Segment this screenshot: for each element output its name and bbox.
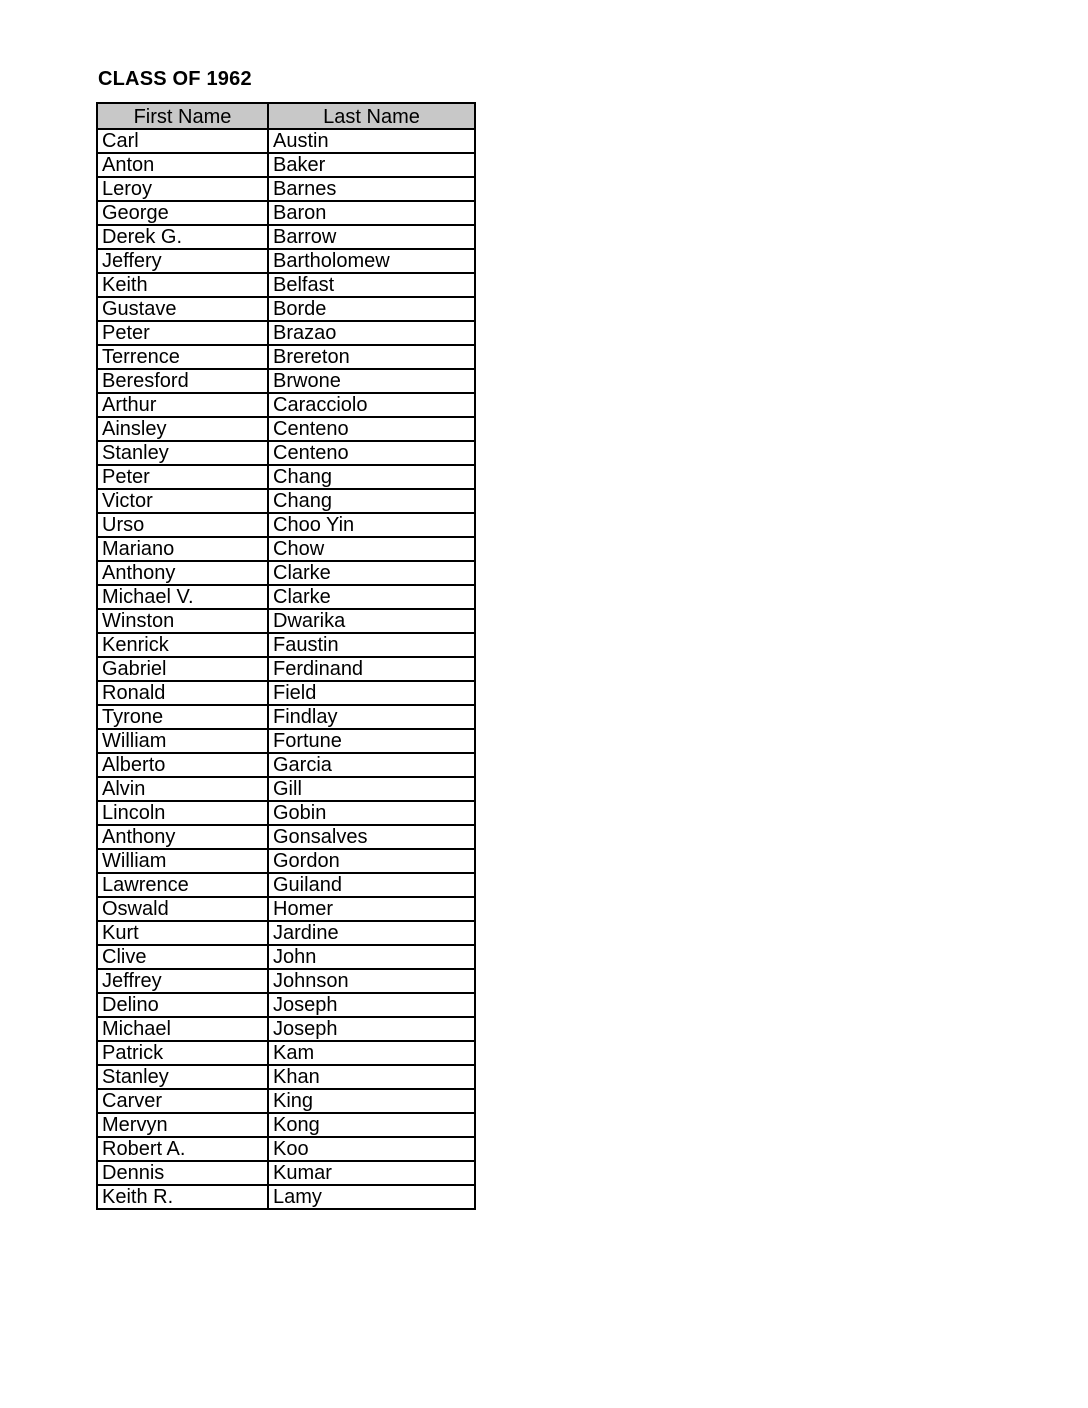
first-name-cell: Carver — [97, 1089, 268, 1113]
table-row — [97, 945, 475, 969]
column-header-first-name: First Name — [97, 103, 268, 129]
table-row — [97, 585, 475, 609]
last-name-cell: Caracciolo — [268, 393, 475, 417]
last-name-cell: Gonsalves — [268, 825, 475, 849]
last-name-cell: Gordon — [268, 849, 475, 873]
first-name-cell: Winston — [97, 609, 268, 633]
last-name-cell: King — [268, 1089, 475, 1113]
table-row — [97, 249, 475, 273]
last-name-cell: Chow — [268, 537, 475, 561]
first-name-cell: Ronald — [97, 681, 268, 705]
last-name-cell: Joseph — [268, 993, 475, 1017]
last-name-cell: Fortune — [268, 729, 475, 753]
first-name-cell: Carl — [97, 129, 268, 153]
last-name-cell: Johnson — [268, 969, 475, 993]
first-name-cell: Kurt — [97, 921, 268, 945]
table-row — [97, 273, 475, 297]
table-row — [97, 417, 475, 441]
table-row — [97, 345, 475, 369]
table-row — [97, 849, 475, 873]
table-row — [97, 225, 475, 249]
last-name-cell: Chang — [268, 489, 475, 513]
table-row — [97, 825, 475, 849]
first-name-cell: Tyrone — [97, 705, 268, 729]
last-name-cell: Field — [268, 681, 475, 705]
last-name-cell: Gobin — [268, 801, 475, 825]
first-name-cell: Arthur — [97, 393, 268, 417]
last-name-cell: Dwarika — [268, 609, 475, 633]
table-row — [97, 969, 475, 993]
table-row — [97, 873, 475, 897]
first-name-cell: Oswald — [97, 897, 268, 921]
table-header-row — [97, 103, 475, 129]
table-row — [97, 993, 475, 1017]
last-name-cell: Garcia — [268, 753, 475, 777]
first-name-cell: Ainsley — [97, 417, 268, 441]
last-name-cell: Ferdinand — [268, 657, 475, 681]
last-name-cell: Barnes — [268, 177, 475, 201]
first-name-cell: Lawrence — [97, 873, 268, 897]
first-name-cell: Gabriel — [97, 657, 268, 681]
last-name-cell: Clarke — [268, 561, 475, 585]
last-name-cell: Gill — [268, 777, 475, 801]
table-row — [97, 201, 475, 225]
table-row — [97, 921, 475, 945]
table-row — [97, 513, 475, 537]
first-name-cell: Anthony — [97, 825, 268, 849]
last-name-cell: Koo — [268, 1137, 475, 1161]
last-name-cell: Kumar — [268, 1161, 475, 1185]
table-row — [97, 393, 475, 417]
last-name-cell: Khan — [268, 1065, 475, 1089]
table-row — [97, 633, 475, 657]
first-name-cell: Gustave — [97, 297, 268, 321]
first-name-cell: Urso — [97, 513, 268, 537]
first-name-cell: Anthony — [97, 561, 268, 585]
first-name-cell: Beresford — [97, 369, 268, 393]
first-name-cell: Peter — [97, 321, 268, 345]
table-row — [97, 1089, 475, 1113]
last-name-cell: Kam — [268, 1041, 475, 1065]
table-row — [97, 441, 475, 465]
last-name-cell: Bartholomew — [268, 249, 475, 273]
table-row — [97, 777, 475, 801]
first-name-cell: Clive — [97, 945, 268, 969]
last-name-cell: Homer — [268, 897, 475, 921]
first-name-cell: Alvin — [97, 777, 268, 801]
table-row — [97, 897, 475, 921]
last-name-cell: Barrow — [268, 225, 475, 249]
column-header-last-name: Last Name — [268, 103, 475, 129]
last-name-cell: Centeno — [268, 417, 475, 441]
last-name-cell: Joseph — [268, 1017, 475, 1041]
last-name-cell: Jardine — [268, 921, 475, 945]
first-name-cell: Keith R. — [97, 1185, 268, 1209]
table-row — [97, 465, 475, 489]
table-row — [97, 729, 475, 753]
table-row — [97, 1137, 475, 1161]
table-row — [97, 561, 475, 585]
table-row — [97, 1065, 475, 1089]
first-name-cell: George — [97, 201, 268, 225]
page-title: CLASS OF 1962 — [98, 68, 252, 90]
last-name-cell: Brazao — [268, 321, 475, 345]
first-name-cell: Mervyn — [97, 1113, 268, 1137]
first-name-cell: Keith — [97, 273, 268, 297]
first-name-cell: Stanley — [97, 1065, 268, 1089]
table-row — [97, 681, 475, 705]
first-name-cell: Derek G. — [97, 225, 268, 249]
table-row — [97, 321, 475, 345]
table-row — [97, 609, 475, 633]
table-row — [97, 1017, 475, 1041]
first-name-cell: Mariano — [97, 537, 268, 561]
first-name-cell: Michael V. — [97, 585, 268, 609]
last-name-cell: Baker — [268, 153, 475, 177]
first-name-cell: Dennis — [97, 1161, 268, 1185]
last-name-cell: Faustin — [268, 633, 475, 657]
table-row — [97, 657, 475, 681]
first-name-cell: Lincoln — [97, 801, 268, 825]
table-row — [97, 753, 475, 777]
last-name-cell: Kong — [268, 1113, 475, 1137]
first-name-cell: Delino — [97, 993, 268, 1017]
first-name-cell: Victor — [97, 489, 268, 513]
first-name-cell: Terrence — [97, 345, 268, 369]
table-row — [97, 1041, 475, 1065]
class-roster-table — [96, 102, 476, 1210]
first-name-cell: Kenrick — [97, 633, 268, 657]
first-name-cell: Leroy — [97, 177, 268, 201]
table-row — [97, 153, 475, 177]
table-row — [97, 1113, 475, 1137]
last-name-cell: Findlay — [268, 705, 475, 729]
table-row — [97, 1161, 475, 1185]
table-row — [97, 489, 475, 513]
table-body — [97, 129, 475, 1209]
table-row — [97, 705, 475, 729]
last-name-cell: John — [268, 945, 475, 969]
first-name-cell: Anton — [97, 153, 268, 177]
last-name-cell: Chang — [268, 465, 475, 489]
last-name-cell: Austin — [268, 129, 475, 153]
first-name-cell: William — [97, 849, 268, 873]
first-name-cell: Jeffrey — [97, 969, 268, 993]
table-row — [97, 369, 475, 393]
last-name-cell: Baron — [268, 201, 475, 225]
first-name-cell: Robert A. — [97, 1137, 268, 1161]
table-row — [97, 129, 475, 153]
first-name-cell: Michael — [97, 1017, 268, 1041]
first-name-cell: Jeffery — [97, 249, 268, 273]
table-row — [97, 1185, 475, 1209]
first-name-cell: Stanley — [97, 441, 268, 465]
last-name-cell: Belfast — [268, 273, 475, 297]
first-name-cell: William — [97, 729, 268, 753]
table-row — [97, 537, 475, 561]
last-name-cell: Brwone — [268, 369, 475, 393]
first-name-cell: Peter — [97, 465, 268, 489]
first-name-cell: Patrick — [97, 1041, 268, 1065]
last-name-cell: Brereton — [268, 345, 475, 369]
table-row — [97, 801, 475, 825]
last-name-cell: Centeno — [268, 441, 475, 465]
last-name-cell: Lamy — [268, 1185, 475, 1209]
table-row — [97, 177, 475, 201]
last-name-cell: Choo Yin — [268, 513, 475, 537]
table-row — [97, 297, 475, 321]
last-name-cell: Clarke — [268, 585, 475, 609]
last-name-cell: Borde — [268, 297, 475, 321]
first-name-cell: Alberto — [97, 753, 268, 777]
last-name-cell: Guiland — [268, 873, 475, 897]
